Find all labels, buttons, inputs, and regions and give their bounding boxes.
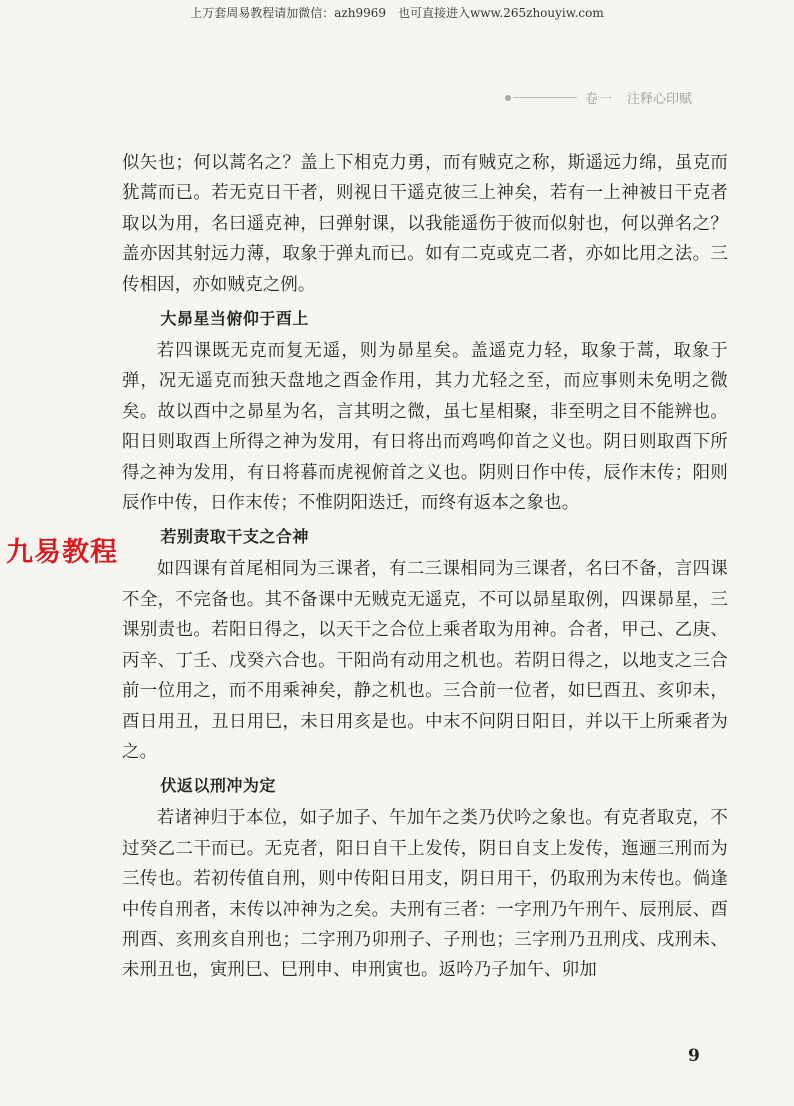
brand-watermark: 九易教程 bbox=[6, 537, 118, 568]
running-head-title: 注释心印赋 bbox=[627, 92, 693, 107]
running-head bbox=[505, 88, 765, 107]
paragraph: 若诸神归于本位，如子加子、午加午之类乃伏吟之象也。有克者取克，不过癸乙二干而已。无克者，阳日自干上发传，阴日自支上发传，迤逦三刑而为三传也。若初传值自刑，则中传阳日用支，阴日用干，仍取刑为末传也。倘逢中传自刑者，末传以冲神为之矣。夫刑有三者：一字刑乃午刑午、辰刑辰、酉刑酉、亥刑亥自刑也；二字刑乃卯刑子、子刑也；三字刑乃丑刑戌、戌刑未、未刑丑也，寅刑巳、巳刑申、申刑寅也。返吟乃子加午、卯加 bbox=[122, 808, 728, 981]
running-head-dot bbox=[505, 95, 511, 101]
paragraph: 如四课有首尾相同为三课者，有二三课相同为三课者，名曰不备，言四课不全，不完备也。其不备课中无贼克无遥克，不可以昴星取例，四课昴星，三课别责也。若阳日得之，以天干之合位上乘者取为用神。合者，甲己、乙庚、丙辛、丁壬、戊癸六合也。干阳尚有动用之机也。若阴日得之，以地支之三合前一位用之，而不用乘神矣，静之机也。三合前一位者，如巳酉丑、亥卯未，酉日用丑，丑日用巳，未日用亥是也。中末不问阴日阳日，并以干上所乘者为之。 bbox=[122, 559, 728, 762]
section-heading: 伏返以刑冲为定 bbox=[160, 776, 276, 796]
paragraph: 若四课既无克而复无遥，则为昴星矣。盖遥克力轻，取象于蒿，取象于弹，况无遥克而独天盘地之酉金作用，其力尤轻之至，而应事则未免明之微矣。故以酉中之昴星为名，言其明之微，虽七星相聚，非至明之目不能辨也。阳日则取酉上所得之神为发用，有日将出而鸡鸣仰首之义也。阴日则取酉下所得之神为发用，有日将暮而虎视俯首之义也。阴则日作中传，辰作末传；阳则辰作中传，日作末传；不惟阴阳迭迁，而终有返本之象也。 bbox=[122, 341, 728, 514]
page-number: 9 bbox=[688, 1046, 700, 1066]
running-head-rule bbox=[513, 97, 577, 98]
running-head-part: 卷一 bbox=[585, 92, 614, 107]
watermark-banner: 上万套周易教程请加微信：azh9969 也可直接进入www.265zhouyiw.com bbox=[190, 6, 604, 20]
section-heading: 大昴星当俯仰于酉上 bbox=[160, 309, 309, 329]
paragraph: 似矢也；何以蒿名之？盖上下相克力勇，而有贼克之称，斯遥远力绵，虽克而犹蒿而已。若无克日干者，则视日干遥克彼三上神矣，若有一上神被日干克者取以为用，名曰遥克神，曰弹射课，以我能遥伤于彼而似射也，何以弹名之？盖亦因其射远力薄，取象于弹丸而已。如有二克或克二者，亦如比用之法。三传相因，亦如贼克之例。 bbox=[122, 153, 728, 295]
page-body bbox=[122, 148, 728, 986]
section-heading: 若别责取干支之合神 bbox=[160, 527, 309, 547]
